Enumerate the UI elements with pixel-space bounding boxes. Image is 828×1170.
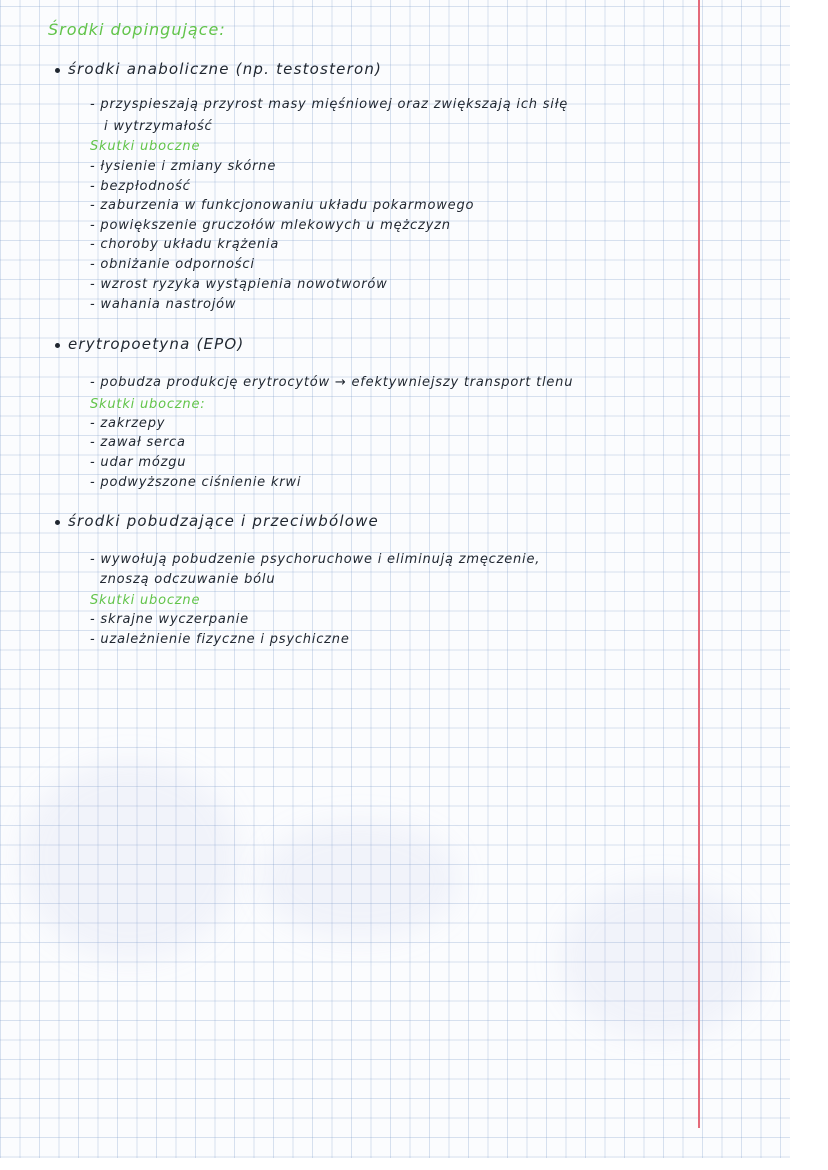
side-effect-item: - zakrzepy [90,416,166,431]
description-line: - przyspieszają przyrost masy mięśniowej oraz zwiększają ich siłę [90,97,569,112]
bullet-dot [55,68,60,73]
side-effect-item: - obniżanie odporności [90,257,255,272]
side-effect-item: - bezpłodność [90,179,191,194]
side-effect-item: - zawał serca [90,435,186,450]
page-edge [790,0,828,1170]
section-heading: erytropoetyna (EPO) [68,335,245,353]
side-effect-item: - skrajne wyczerpanie [90,612,249,627]
side-effect-item: - wahania nastrojów [90,297,237,312]
side-effect-item: - powiększenie gruczołów mlekowych u mężczyzn [90,218,451,233]
paper-smudge [560,880,760,1040]
section-heading: środki anaboliczne (np. testosteron) [68,60,383,78]
side-effects-label: Skutki uboczne: [90,397,206,412]
side-effect-item: - choroby układu krążenia [90,237,280,252]
side-effect-item: - wzrost ryzyka wystąpienia nowotworów [90,277,388,292]
page-bottom-edge [0,1158,828,1170]
description-line: - wywołują pobudzenie psychoruchowe i eliminują zmęczenie, [90,552,541,567]
side-effect-item: - zaburzenia w funkcjonowaniu układu pokarmowego [90,198,475,213]
bullet-dot [55,343,60,348]
description-line: znoszą odczuwanie bólu [100,572,276,587]
section-heading: środki pobudzające i przeciwbólowe [68,512,379,530]
bullet-dot [55,520,60,525]
description-line: - pobudza produkcję erytrocytów → efektywniejszy transport tlenu [90,375,574,390]
side-effect-item: - podwyższone ciśnienie krwi [90,475,302,490]
side-effects-label: Skutki uboczne [90,593,201,608]
side-effect-item: - uzależnienie fizyczne i psychiczne [90,632,350,647]
side-effect-item: - łysienie i zmiany skórne [90,159,277,174]
side-effect-item: - udar mózgu [90,455,187,470]
description-line: i wytrzymałość [104,119,213,134]
margin-line [698,0,700,1128]
paper-smudge [260,820,460,940]
paper-smudge [20,760,240,960]
page-title: Środki dopingujące: [48,20,226,39]
side-effects-label: Skutki uboczne [90,139,201,154]
